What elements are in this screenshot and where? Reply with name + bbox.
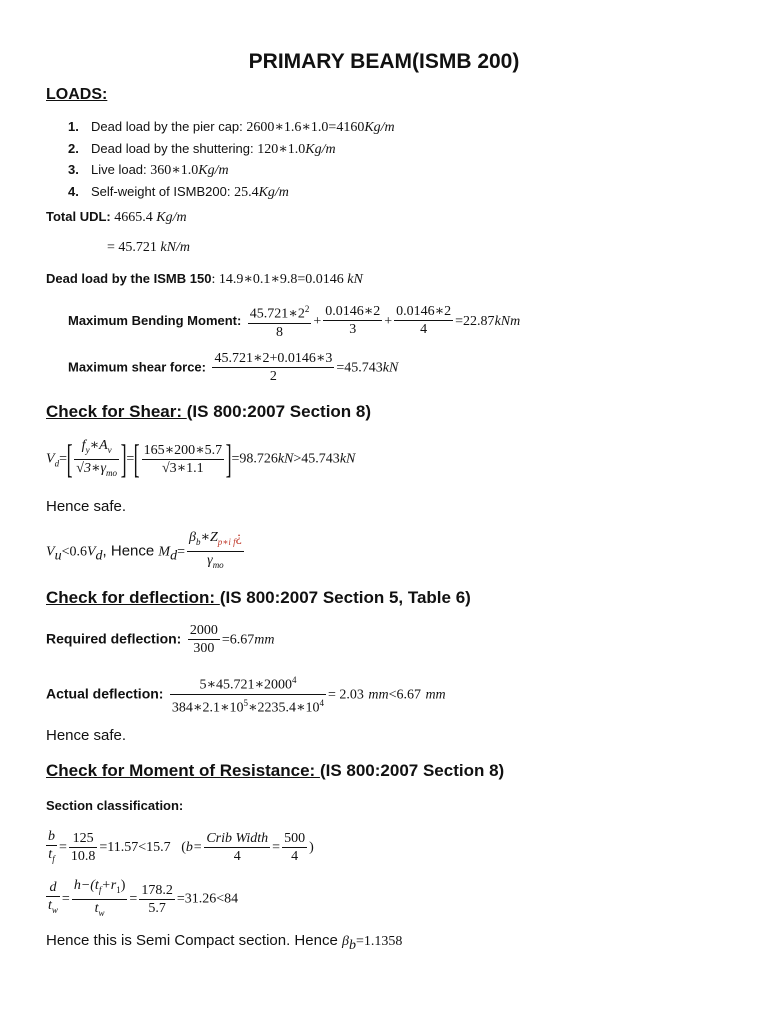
load-label: Dead load by the shuttering: (91, 140, 258, 156)
fraction (282, 830, 307, 865)
denominator: 8 (276, 324, 284, 340)
load-label: Dead load by the pier cap: (91, 119, 247, 134)
unit: mm (425, 687, 446, 703)
symbol: f (81, 438, 86, 453)
fraction (394, 303, 453, 338)
numerator: 125 (69, 830, 98, 848)
shear-capacity-result: =98.726 (231, 451, 278, 467)
fraction (142, 442, 225, 477)
denominator: √3∗γ (76, 460, 107, 476)
total-udl-value-kn: = 45.721 (107, 240, 161, 255)
denominator: 384∗2.1∗10 (171, 700, 244, 716)
numerator: 165∗200∗5.7 (143, 442, 223, 458)
denominator: 2 (269, 369, 277, 384)
symbol: ∗A (89, 438, 108, 453)
subscript: f (98, 884, 102, 895)
subscript: w (51, 905, 58, 916)
beta-value: =1.1358 (355, 934, 403, 949)
load-expression: 120∗1.0 (257, 141, 306, 157)
denominator: t (48, 898, 52, 914)
numerator: 2000 (189, 623, 218, 638)
deflection-safe-text: Hence safe. (46, 727, 127, 744)
list-item (68, 182, 395, 204)
required-deflection-line (46, 622, 274, 657)
web-ratio-result: =31.26<84 (176, 891, 239, 907)
shear-check-heading (46, 402, 371, 422)
subscript: 1 (116, 884, 121, 895)
shear-capacity-equation: $V_d=$[ $\frac{f_y∗A_v}{√3∗\gamma_{mo}}$ ]=[ $\frac{165∗200∗5.7}{√3∗1.1}$ ]=98.726kN>45.743kN (46, 436, 356, 482)
denominator: 4 (233, 849, 241, 865)
deflection-check-title: Check for deflection: (46, 588, 220, 607)
required-deflection-label: Required deflection: (46, 630, 182, 647)
denominator: √3∗1.1 (161, 460, 204, 476)
shear-comparison: >45.743 (293, 451, 340, 467)
moment-check-reference: (IS 800:2007 Section 8) (319, 761, 505, 780)
denominator: 4 (420, 322, 428, 338)
fraction (248, 301, 312, 341)
symbol: b= (185, 840, 203, 856)
numerator: 500 (284, 831, 306, 847)
symbol: M (158, 544, 171, 560)
deflection-check-reference: (IS 800:2007 Section 5, Table 6) (219, 588, 471, 607)
max-bending-moment-unit: kNm (494, 314, 521, 330)
subscript: mo (212, 559, 224, 570)
web-ratio-equation: $\frac{d}{t_w}$ = $\frac{h-(t_f+r_1)}{t_w}$ = $\frac{178.2}{5.7}$ =31.26<84 (44, 877, 238, 922)
actual-deflection-result: = 2.03 (327, 687, 364, 703)
max-shear-force-label: Maximum shear force: (68, 359, 206, 375)
subscript: y (85, 444, 90, 455)
load-expression: 25.4 (234, 184, 259, 200)
flange-ratio-result: =11.57<15.7 (99, 840, 171, 856)
load-unit: Kg/m (258, 184, 289, 200)
total-udl-unit: Kg/m (156, 210, 187, 225)
load-expression: 2600∗1.6∗1.0=4160 (246, 120, 365, 135)
numerator: 5∗45.721∗2000 (199, 677, 292, 693)
symbol: ∗Z (200, 530, 218, 545)
denominator: 5.7 (148, 900, 166, 916)
denominator: t (48, 847, 53, 862)
numerator: 178.2 (141, 882, 173, 898)
unit: kN (277, 451, 294, 467)
numerator: h−(t (73, 878, 99, 893)
subscript: d (170, 548, 178, 564)
required-deflection-result: =6.67 (221, 632, 255, 648)
load-unit: Kg/m (364, 120, 395, 135)
max-bending-moment-line: Maximum Bending Moment: $\frac{45.721∗2^2}{8}$ + $\frac{0.0146∗2}{3}$ + $\frac{0.0146∗2}{4}$ =22.87kNm (68, 301, 520, 341)
subscript: w (98, 907, 105, 918)
fraction (187, 529, 244, 574)
load-expression: 360∗1.0 (150, 163, 199, 178)
dead-load-ismb150-line (46, 271, 363, 288)
numerator: 45.721∗2 (249, 306, 305, 322)
design-moment-line: $V_u<0.6V_d$, Hence $M_d=$ $\frac{\beta_b∗Z_{p∗i f}¿}{\gamma_{mo}}$ (46, 529, 246, 574)
subscript: b (195, 536, 201, 547)
load-label: Self-weight of ISMB200: (91, 183, 235, 199)
list-number: 4. (68, 183, 79, 199)
symbol: ¿ (235, 530, 242, 545)
list-item (68, 139, 395, 161)
dead-load-ismb150-unit: kN (347, 272, 363, 287)
fraction (323, 303, 382, 338)
total-udl-unit-kn: kN/m (160, 240, 190, 255)
list-item (68, 160, 395, 182)
subscript: d (54, 458, 60, 469)
max-bending-moment-label: Maximum Bending Moment: (68, 313, 242, 329)
subscript: f (52, 853, 55, 864)
list-number: 1. (68, 119, 79, 134)
unit: kN (339, 451, 356, 467)
actual-deflection-line (46, 672, 446, 716)
dead-load-ismb150-label: Dead load by the ISMB 150 (46, 271, 212, 286)
section-classification-label: Section classification: (46, 798, 184, 813)
section-conclusion-text: Hence this is Semi Compact section. Hence (46, 932, 342, 949)
numerator: 0.0146∗2 (325, 304, 381, 320)
shear-check-title: Check for Shear: (46, 402, 187, 421)
denominator: 4 (291, 849, 299, 865)
max-shear-force-unit: kN (382, 360, 399, 376)
total-udl-converted (107, 240, 190, 256)
list-number: 2. (68, 140, 79, 156)
numerator: +r (101, 878, 117, 893)
fraction (188, 622, 220, 657)
list-number: 3. (68, 162, 79, 177)
total-udl-label: Total UDL: (46, 209, 111, 224)
subscript: p∗i f (217, 536, 236, 547)
fraction (212, 350, 334, 385)
numerator: d (46, 879, 60, 897)
fraction (69, 830, 98, 865)
symbol: ) (309, 840, 314, 856)
unit: mm (254, 632, 275, 648)
moment-check-title: Check for Moment of Resistance: (46, 761, 320, 780)
fraction (72, 877, 128, 922)
total-udl-line (46, 209, 187, 226)
symbol: V (46, 451, 55, 467)
load-unit: Kg/m (198, 163, 229, 178)
actual-deflection-label: Actual deflection: (46, 685, 164, 702)
numerator: ) (120, 878, 126, 893)
symbol: β (188, 530, 196, 545)
load-unit: Kg/m (305, 141, 336, 157)
symbol: V (86, 544, 96, 560)
subscript: d (95, 548, 103, 564)
symbol: ( (181, 840, 186, 856)
loads-heading: LOADS: (46, 86, 108, 103)
exponent: 5 (243, 697, 248, 708)
subscript: u (54, 548, 62, 564)
exponent: 4 (319, 697, 324, 708)
deflection-check-heading (46, 588, 471, 608)
numerator: Crib Width (206, 831, 269, 847)
exponent: 4 (291, 675, 297, 685)
hence-text: , Hence (102, 542, 159, 560)
denominator: 300 (193, 641, 215, 656)
fraction (139, 882, 175, 917)
subscript: v (107, 444, 112, 455)
unit: mm (368, 687, 389, 703)
dead-load-ismb150-expression: : 14.9∗0.1∗9.8=0.0146 (211, 272, 348, 287)
denominator: 3 (349, 322, 357, 338)
condition: <0.6 (61, 544, 87, 560)
numerator: 45.721∗2+0.0146∗3 (214, 351, 333, 366)
max-shear-force-line (68, 350, 398, 385)
deflection-comparison: <6.67 (388, 687, 421, 703)
fraction (204, 830, 270, 865)
exponent: 2 (304, 304, 310, 314)
max-bending-moment-result: =22.87 (455, 314, 495, 330)
fraction (46, 879, 60, 919)
denominator: t (94, 900, 99, 916)
moment-check-heading (46, 761, 504, 781)
page-title: PRIMARY BEAM(ISMB 200) (248, 50, 520, 73)
symbol: β (341, 934, 349, 949)
total-udl-value: 4665.4 (110, 210, 157, 225)
list-item (68, 117, 395, 139)
max-shear-force-result: =45.743 (336, 360, 383, 376)
fraction (46, 828, 57, 868)
flange-ratio-equation: $\frac{b}{t_f}$ = $\frac{125}{10.8}$ =11.57<15.7 (b= $\frac{\text{Crib Width}}{4}$ = $\frac{500}{4}$ ) (44, 828, 314, 868)
shear-check-reference: (IS 800:2007 Section 8) (186, 402, 372, 421)
loads-list (68, 117, 395, 203)
numerator: 0.0146∗2 (396, 304, 452, 320)
denominator: 10.8 (70, 849, 96, 865)
shear-safe-text: Hence safe. (46, 498, 127, 515)
fraction (74, 437, 119, 482)
denominator: γ (207, 552, 213, 568)
denominator: ∗2235.4∗10 (247, 700, 320, 716)
subscript: b (348, 938, 356, 953)
load-label: Live load: (91, 162, 151, 177)
fraction (170, 672, 326, 716)
subscript: mo (106, 467, 118, 478)
section-conclusion-line (46, 932, 402, 954)
symbol: V (46, 544, 55, 560)
numerator: b (48, 829, 55, 844)
